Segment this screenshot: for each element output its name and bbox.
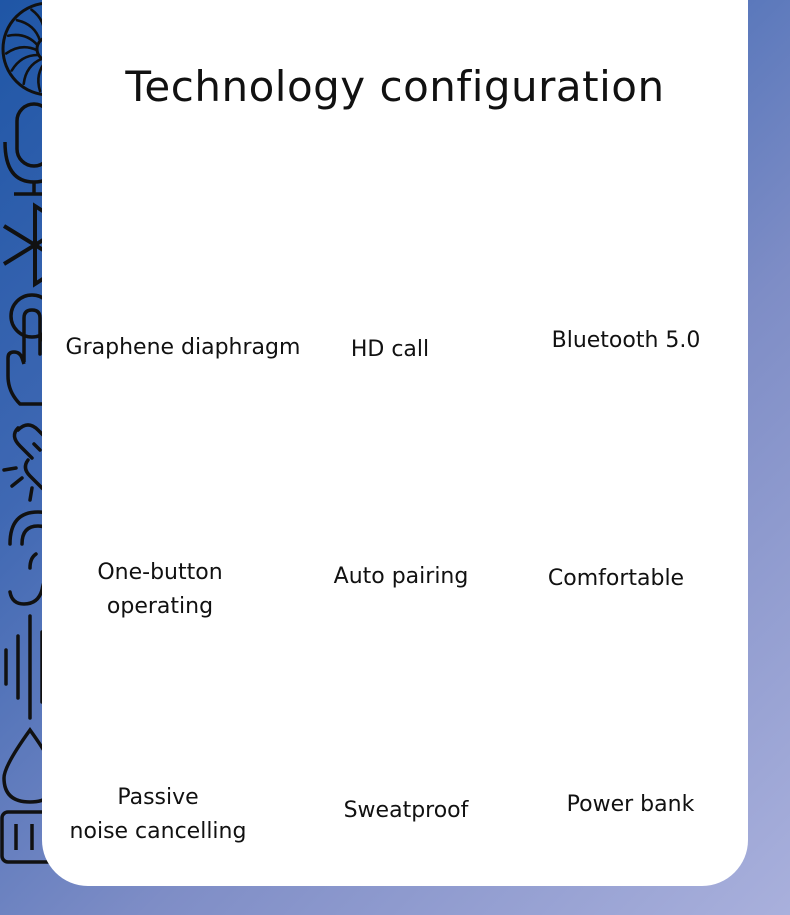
feature-label-line: Passive: [117, 785, 199, 810]
feature-label: Auto pairing: [333, 564, 469, 589]
feature-label: Sweatproof: [343, 798, 469, 823]
feature-label-line: noise cancelling: [69, 819, 247, 844]
feature-label-line: operating: [106, 594, 214, 619]
feature-label: Bluetooth 5.0: [551, 328, 701, 353]
page-title: Technology configuration: [125, 62, 665, 111]
feature-label: Power bank: [566, 792, 695, 817]
feature-label: Graphene diaphragm: [65, 335, 301, 360]
feature-label: Comfortable: [547, 566, 685, 591]
feature-label: HD call: [350, 337, 430, 362]
feature-card: [42, 0, 748, 886]
feature-label: [60, 556, 260, 624]
feature-label: [58, 781, 258, 849]
feature-label-line: One-button: [97, 560, 223, 585]
